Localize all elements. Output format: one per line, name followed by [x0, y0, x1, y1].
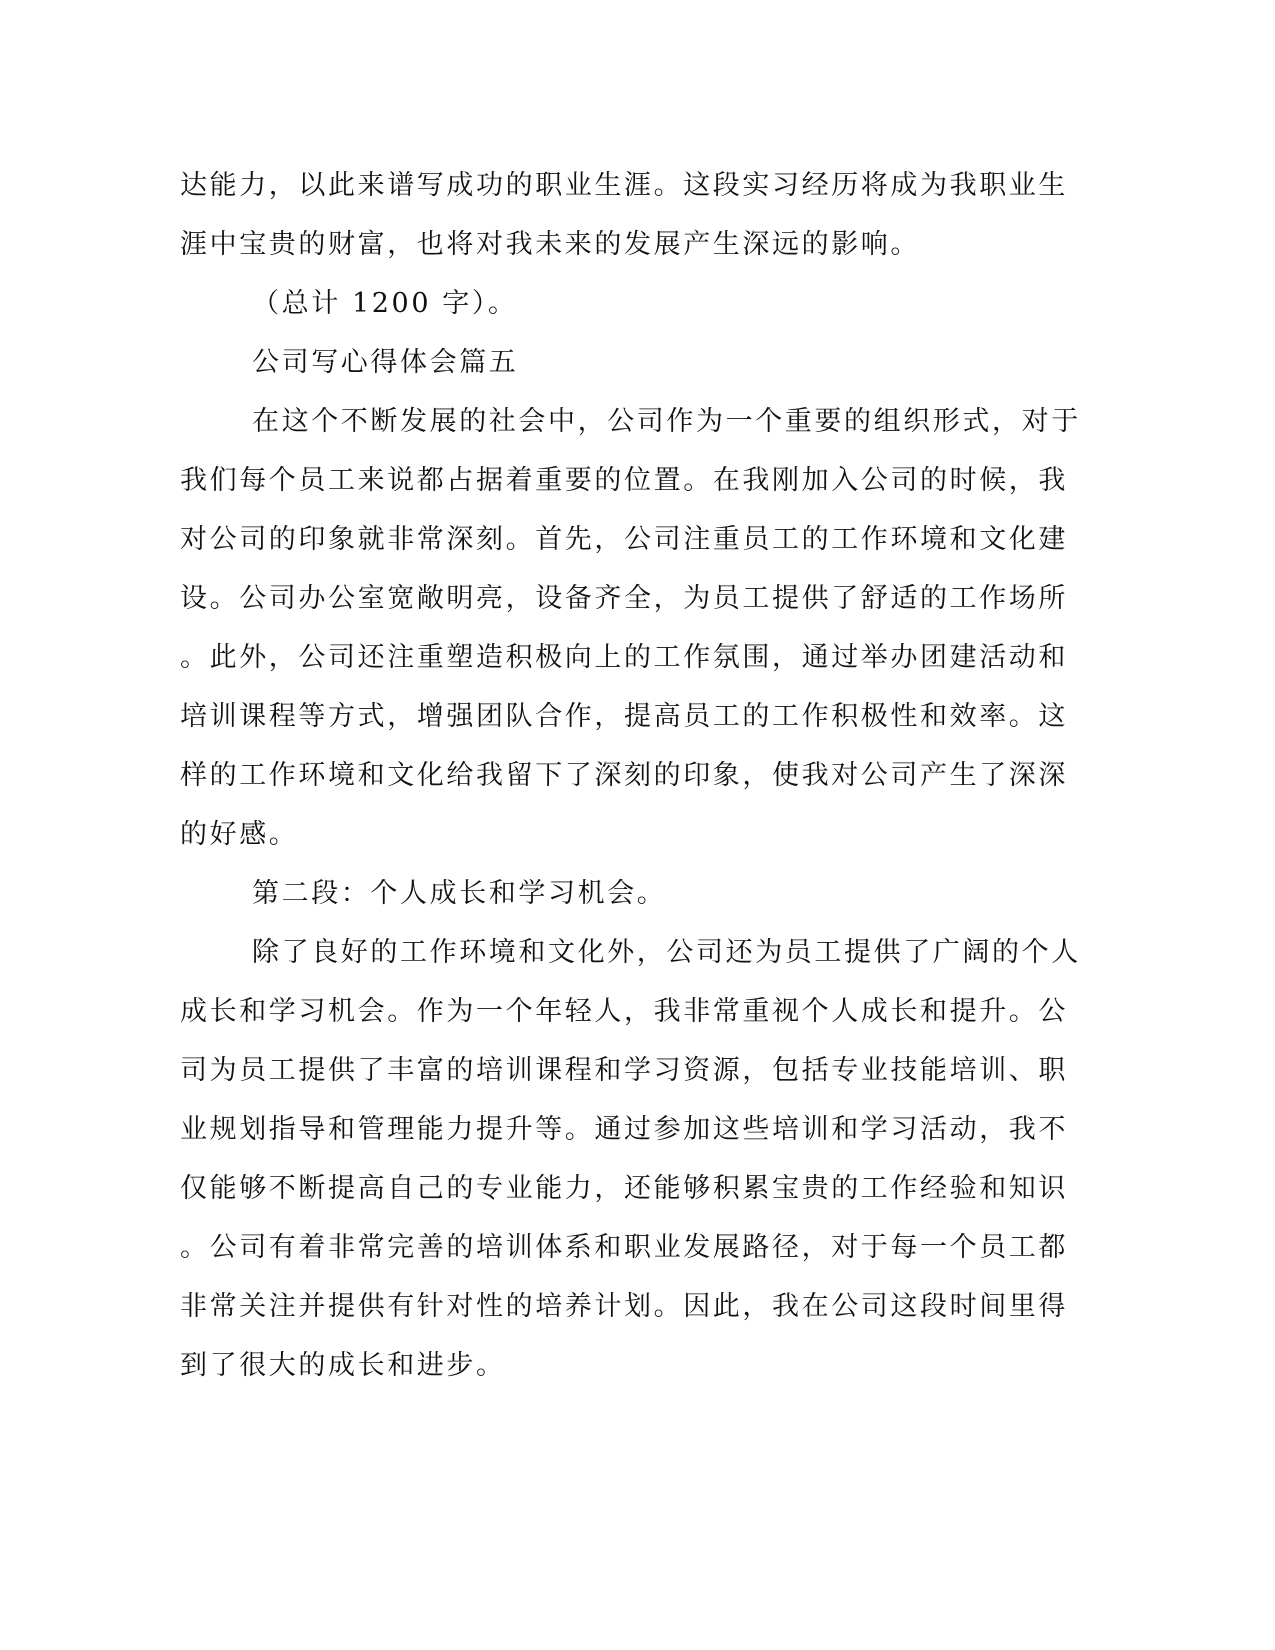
text-line: 。此外，公司还注重塑造积极向上的工作氛围，通过举办团建活动和 [180, 642, 1068, 673]
text-line: 。公司有着非常完善的培训体系和职业发展路径，对于每一个员工都 [180, 1232, 1068, 1263]
text-line: 公司写心得体会篇五 [252, 347, 519, 378]
text-line: 设。公司办公室宽敞明亮，设备齐全，为员工提供了舒适的工作场所 [180, 583, 1068, 614]
text-line: 业规划指导和管理能力提升等。通过参加这些培训和学习活动，我不 [180, 1114, 1068, 1145]
text-line: 非常关注并提供有针对性的培养计划。因此，我在公司这段时间里得 [180, 1291, 1068, 1322]
text-line: 仅能够不断提高自己的专业能力，还能够积累宝贵的工作经验和知识 [180, 1173, 1068, 1204]
text-line: 成长和学习机会。作为一个年轻人，我非常重视个人成长和提升。公 [180, 996, 1068, 1027]
text-line: 到了很大的成长和进步。 [180, 1350, 506, 1381]
text-line: 培训课程等方式，增强团队合作，提高员工的工作积极性和效率。这 [180, 701, 1068, 732]
text-line: 司为员工提供了丰富的培训课程和学习资源，包括专业技能培训、职 [180, 1055, 1068, 1086]
text-line: 除了良好的工作环境和文化外，公司还为员工提供了广阔的个人 [252, 937, 1081, 968]
text-line: 涯中宝贵的财富，也将对我未来的发展产生深远的影响。 [180, 229, 920, 260]
text-line: 我们每个员工来说都占据着重要的位置。在我刚加入公司的时候，我 [180, 465, 1068, 496]
text-line: 第二段：个人成长和学习机会。 [252, 878, 667, 909]
text-line: 在这个不断发展的社会中，公司作为一个重要的组织形式，对于 [252, 406, 1081, 437]
document-body [180, 156, 1081, 1395]
text-line: 的好感。 [180, 819, 299, 850]
text-line: 达能力，以此来谱写成功的职业生涯。这段实习经历将成为我职业生 [180, 170, 1068, 201]
text-line: 对公司的印象就非常深刻。首先，公司注重员工的工作环境和文化建 [180, 524, 1068, 555]
text-line: 样的工作环境和文化给我留下了深刻的印象，使我对公司产生了深深 [180, 760, 1068, 791]
text-line: （总计 1200 字）。 [252, 288, 518, 319]
